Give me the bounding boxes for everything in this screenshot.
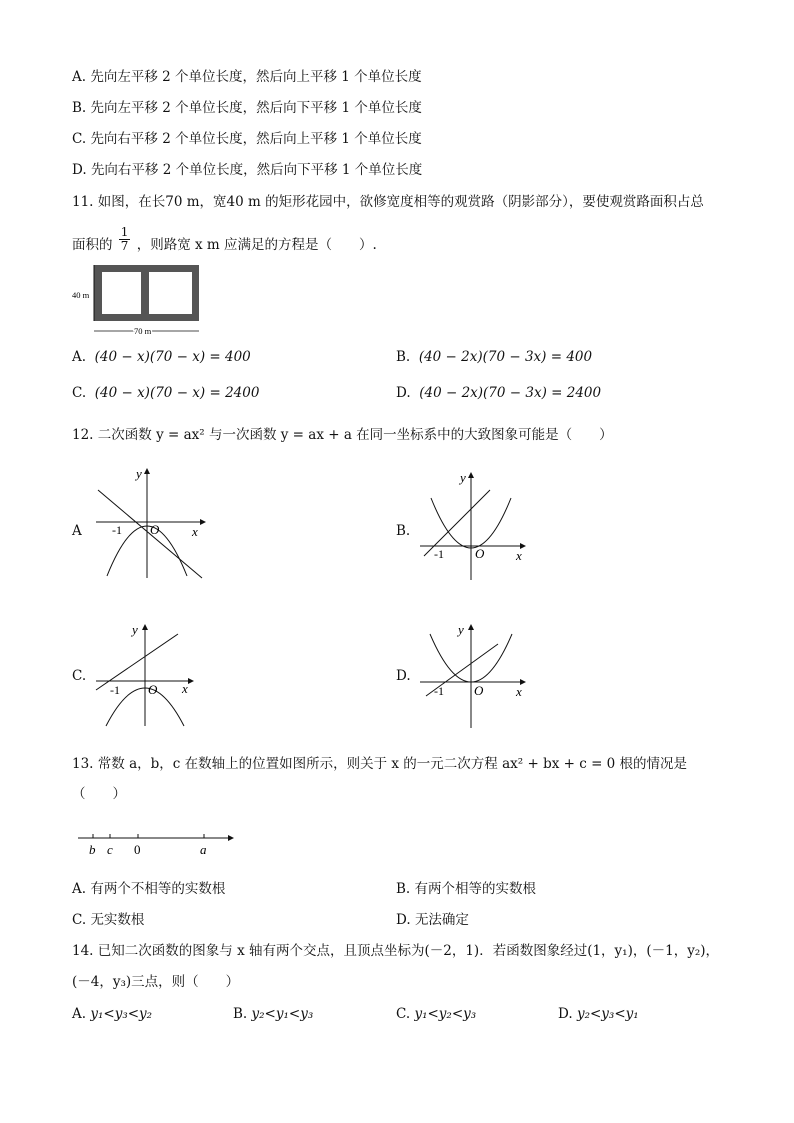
q14-stem-line1 (72, 942, 719, 960)
label-0: 0 (134, 842, 141, 857)
fraction (119, 226, 131, 253)
q14-option-c (396, 1005, 476, 1023)
option-text: 有两个相等的实数根 (414, 881, 537, 897)
y-arrow (468, 624, 474, 630)
option-label: B. (72, 100, 87, 116)
q13-number-line (76, 826, 240, 860)
label-a: a (200, 842, 207, 857)
q10-option-b (72, 99, 422, 117)
q14-option-d (558, 1005, 639, 1023)
q10-option-a (72, 68, 422, 86)
y-label: y (460, 470, 466, 485)
option-text: 先向右平移 2 个单位长度，然后向上平移 1 个单位长度 (90, 131, 422, 147)
option-text: y₂<y₃<y₁ (576, 1006, 639, 1022)
question-number: 13. (72, 756, 94, 772)
option-text: 先向左平移 2 个单位长度，然后向下平移 1 个单位长度 (90, 100, 422, 116)
option-text: 先向左平移 2 个单位长度，然后向上平移 1 个单位长度 (90, 69, 422, 85)
label-c: c (107, 842, 113, 857)
x-label: x (516, 684, 522, 699)
q11-stem-line2 (72, 226, 377, 256)
q12-stem (72, 426, 613, 444)
option-label: A. (72, 881, 87, 897)
fraction-numerator: 1 (120, 225, 129, 239)
option-label: B. (396, 349, 411, 365)
x-label: x (182, 681, 188, 696)
option-text: (40 − x)(70 − x) = 400 (94, 349, 251, 365)
option-label: A. (72, 349, 87, 365)
q13-option-a (72, 880, 225, 898)
q12-option-a-label: A (72, 523, 82, 539)
option-text: 先向右平移 2 个单位长度，然后向下平移 1 个单位长度 (90, 162, 423, 178)
option-label: A. (72, 1006, 87, 1022)
question-text: 如图，在长70 m，宽40 m 的矩形花园中，欲修宽度相等的观赏路（阴影部分），要使观赏路面积占总 (97, 194, 704, 210)
y-label: y (136, 466, 142, 481)
tick-label: -1 (112, 523, 122, 537)
option-text: y₁<y₂<y₃ (414, 1006, 477, 1022)
q11-option-a (72, 348, 251, 366)
q11-option-b (396, 348, 592, 366)
q13-paren: （ ） (72, 786, 126, 802)
option-text: (40 − 2x)(70 − 3x) = 400 (418, 349, 593, 365)
option-text: (40 − 2x)(70 − 3x) = 2400 (419, 385, 602, 401)
y-arrow (468, 472, 474, 478)
x-label: x (516, 548, 522, 563)
option-label: D. (558, 1006, 573, 1022)
question-text: ，则路宽 x m 应满足的方程是（ ）. (136, 237, 377, 253)
tick-label: -1 (434, 684, 444, 698)
q11-stem-line1 (72, 193, 704, 211)
q11-option-d (396, 384, 601, 402)
length-label: 70 m (134, 326, 152, 336)
q10-option-d (72, 161, 422, 179)
linear-function (96, 634, 178, 690)
option-label: C. (72, 131, 87, 147)
option-text: 无实数根 (90, 912, 145, 928)
option-label: D. (396, 385, 411, 401)
width-label: 40 m (72, 290, 90, 300)
q13-stem (72, 755, 687, 773)
number-line-arrow (228, 835, 234, 841)
label-b: b (89, 842, 96, 857)
y-label: y (132, 622, 138, 637)
garden-plot-right (149, 272, 192, 314)
q13-option-c (72, 911, 144, 929)
option-label: C. (396, 1006, 411, 1022)
question-text: 已知二次函数的图象与 x 轴有两个交点，且顶点坐标为(－2，1)．若函数图象经过(1，y₁)，(－1，y₂)， (97, 943, 720, 959)
q13-option-b (396, 880, 536, 898)
garden-plot-left (102, 272, 141, 314)
q12-option-b-label: B. (396, 523, 411, 539)
y-arrow (144, 468, 150, 474)
option-text: y₂<y₁<y₃ (251, 1006, 314, 1022)
option-text: 有两个不相等的实数根 (90, 881, 226, 897)
origin-label: O (148, 682, 158, 697)
q14-option-b (233, 1005, 313, 1023)
x-arrow (200, 519, 206, 525)
q13-option-d (396, 911, 469, 929)
option-label: B. (396, 881, 411, 897)
x-arrow (188, 678, 194, 684)
question-text: 二次函数 y = ax² 与一次函数 y = ax + a 在同一坐标系中的大致图象可能是（ ） (97, 427, 613, 443)
option-text: y₁<y₃<y₂ (90, 1006, 153, 1022)
question-number: 12. (72, 427, 94, 443)
tick-label: -1 (110, 683, 120, 697)
q14-stem-line2: (－4，y₃)三点，则（ ） (72, 974, 240, 990)
question-number: 14. (72, 943, 94, 959)
tick-label: -1 (434, 547, 444, 561)
q12-graph-a (92, 466, 210, 582)
fraction-denominator: 7 (120, 239, 129, 253)
q10-option-c (72, 130, 422, 148)
origin-label: O (475, 546, 485, 561)
option-label: A. (72, 69, 87, 85)
option-text: (40 − x)(70 − x) = 2400 (94, 385, 260, 401)
q12-option-d-label: D. (396, 668, 411, 684)
y-label: y (458, 622, 464, 637)
question-text: 常数 a，b，c 在数轴上的位置如图所示，则关于 x 的一元二次方程 ax² + bx + c = 0 根的情况是 (97, 756, 688, 772)
question-number: 11. (72, 194, 94, 210)
y-arrow (142, 624, 148, 630)
origin-label: O (474, 683, 484, 698)
q14-option-a (72, 1005, 152, 1023)
q12-option-c-label: C. (72, 668, 87, 684)
origin-label: O (150, 522, 160, 537)
option-label: C. (72, 912, 87, 928)
q11-garden-figure (72, 260, 204, 340)
option-label: C. (72, 385, 87, 401)
q12-graph-d (416, 620, 534, 730)
question-text: 面积的 (72, 237, 113, 253)
option-label: B. (233, 1006, 248, 1022)
q12-graph-b (416, 468, 534, 584)
x-label: x (192, 524, 198, 539)
option-label: D. (396, 912, 411, 928)
option-label: D. (72, 162, 87, 178)
q12-graph-c (92, 620, 210, 730)
option-text: 无法确定 (414, 912, 469, 928)
q11-option-c (72, 384, 259, 402)
